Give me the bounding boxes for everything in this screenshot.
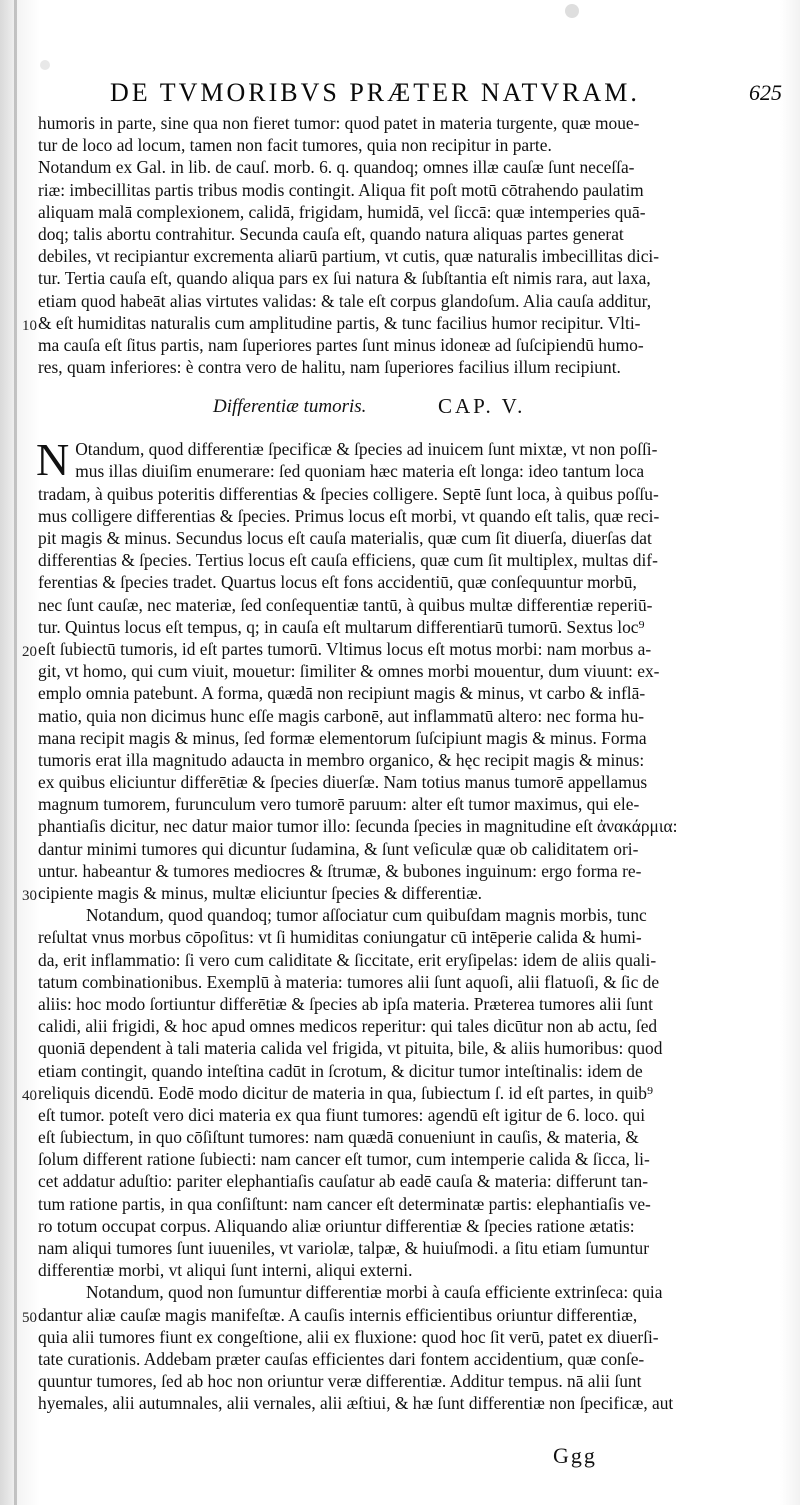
text-line: [38, 1304, 738, 1326]
text-line: [38, 638, 738, 660]
chapter-heading: [38, 378, 738, 438]
text-line: [38, 549, 738, 571]
text-line: [38, 312, 738, 334]
text-line-content: tur. Tertia cauſa eſt, quando aliqua pars ex ſui natura & ſubſtantia eſt nimis rara, aut laxa,: [38, 268, 651, 289]
text-line-content: tur. Quintus locus eſt tempus, q; in cauſa eſt multarum differentiarū tumorū. Sextus loc⁹: [38, 616, 645, 637]
text-line: [38, 1082, 738, 1104]
text-line: [38, 267, 738, 289]
text-line-content: matio, quia non dicimus hunc eſſe magis carbonē, aut inflammatū altero: nec forma hu-: [38, 705, 645, 726]
text-line-content: ma cauſa eſt ſitus partis, nam ſuperiores partes ſunt minus idoneæ ad ſuſcipiendū humo-: [38, 334, 644, 355]
text-line-content: untur. habeantur & tumores mediocres & ſtrumæ, & bubones inguinum: ergo forma re-: [38, 860, 642, 881]
text-line: [38, 749, 738, 771]
text-line-content: doq; talis abortu contrahitur. Secunda cauſa eſt, quando natura aliquas partes generat: [38, 223, 624, 244]
text-line-content: Otandum, quod differentiæ ſpecificæ & ſpecies ad inuicem ſunt mixtæ, vt non poſſi-: [75, 439, 658, 460]
page-header: [100, 78, 782, 112]
text-line-content: ſolum different ratione ſubiecti: nam cancer eſt tumor, cum intemperie calida & ſicca, li-: [38, 1149, 650, 1170]
text-line: [38, 112, 738, 134]
text-line-content: aliis: hoc modo ſortiuntur differētiæ & ſpecies ab ipſa materia. Præterea tumores alii ſunt: [38, 993, 653, 1014]
text-line: [38, 838, 738, 860]
text-line: [38, 1037, 738, 1059]
text-line: [38, 682, 738, 704]
paragraph-block: [38, 112, 738, 378]
text-line: [38, 527, 738, 549]
text-line: [38, 660, 738, 682]
text-line-content: dantur minimi tumores qui dicuntur ſudamina, & ſunt veſiculæ quæ ob caliditatem ori-: [38, 838, 639, 859]
text-line: [38, 1215, 738, 1237]
text-line: [38, 1348, 738, 1370]
margin-line-number: 40: [22, 1087, 37, 1104]
text-line: [38, 505, 738, 527]
text-line: [38, 727, 738, 749]
text-line-content: aliquam malā complexionem, calidā, frigidam, humidā, vel ſiccā: quæ intemperies quā-: [38, 201, 646, 222]
text-line: [38, 594, 738, 616]
text-line-content: magnum tumorem, furunculum vero tumorē paruum: alter eſt tumor maximus, qui ele-: [38, 794, 640, 815]
text-line-content: quia alii tumores fiunt ex congeſtione, alii ex fluxione: quod hoc ſit verū, patet ex diuerſi-: [38, 1326, 659, 1347]
margin-line-number: 10: [22, 317, 37, 334]
text-line: [38, 1237, 738, 1259]
paragraph-block: [38, 904, 738, 1281]
text-line-content: da, erit inflammatio: ſi vero cum caliditate & ſiccitate, erit eryſipelas: idem de aliis quali-: [38, 949, 657, 970]
text-line-content: humoris in parte, sine qua non fieret tumor: quod patet in materia turgente, quæ moue-: [38, 113, 640, 133]
text-line-content: ex quibus eliciuntur differētiæ & ſpecies diuerſæ. Nam totius manus tumorē appellamus: [38, 772, 648, 793]
text-line: [38, 705, 738, 727]
text-line-content: tumoris erat illa magnitudo adaucta in membro organico, & hęc recipit magis & minus:: [38, 749, 645, 770]
text-line: [38, 793, 738, 815]
text-line-content: tum ratione partis, in qua conſiſtunt: nam cancer eſt determinatæ partis: elephantiaſis ve-: [38, 1193, 651, 1214]
chapter-number: CAP. V.: [438, 394, 526, 419]
text-line-content: tate curationis. Addebam præter cauſas efficientes dari fontem accidentium, quæ conſe-: [38, 1348, 645, 1369]
text-line: [38, 1392, 738, 1414]
text-line-content: differentiæ morbi, vt aliqui ſunt interni, aliqui externi.: [38, 1260, 413, 1281]
text-line-content: Notandum ex Gal. in lib. de cauſ. morb. 6. q. quandoq; omnes illæ cauſæ ſunt neceſſa-: [38, 157, 635, 178]
text-line: [38, 134, 738, 156]
text-line-content: emplo omnia patebunt. A forma, quædā non recipiunt magis & minus, vt carbo & inflā-: [38, 683, 646, 704]
page-body: [38, 112, 738, 1415]
text-line: [38, 334, 738, 356]
margin-line-number: 50: [22, 1309, 37, 1326]
text-line-content: dantur aliæ cauſæ magis manifeſtæ. A cauſis internis efficientibus oriuntur differentiæ,: [38, 1304, 638, 1325]
text-line-content: reſultat vnus morbus cōpoſitus: vt ſi humiditas coniungatur cū intēperie calida & humi-: [38, 927, 642, 948]
text-line: [38, 201, 738, 223]
text-line-content: tur de loco ad locum, tamen non facit tumores, quia non recipitur in parte.: [38, 135, 552, 156]
chapter-title: Differentiæ tumoris.: [213, 396, 367, 418]
text-line: [38, 1170, 738, 1192]
text-line: [38, 156, 738, 178]
text-line: [38, 179, 738, 201]
text-line-content: tatum combinationibus. Exemplū à materia: tumores alii ſunt aquoſi, alii flatuoſi, & ſic de: [38, 971, 660, 992]
text-line-content: mus colligere differentias & ſpecies. Primus locus eſt morbi, vt quando eſt talis, quæ reci-: [38, 505, 660, 526]
text-line: [38, 571, 738, 593]
text-line-content: & eſt humiditas naturalis cum amplitudine partis, & tunc facilius humor recipitur. Vlti-: [38, 312, 641, 333]
text-line: [38, 356, 738, 378]
text-line: [38, 1370, 738, 1392]
page-spine-shadow: [14, 0, 17, 1505]
text-line-content: git, vt homo, qui cum viuit, mouetur: ſimiliter & omnes morbi mouentur, dum viuunt: ex-: [38, 661, 660, 682]
ink-smudge: [565, 4, 579, 18]
text-line-content: hyemales, alii autumnales, alii vernales, alii æſtiui, & hæ ſunt differentiæ non ſpecificæ, aut: [38, 1393, 674, 1414]
text-line-content: Notandum, quod non ſumuntur differentiæ morbi à cauſa efficiente extrinſeca: quia: [86, 1282, 663, 1303]
ink-smudge: [40, 60, 50, 70]
text-line-content: debiles, vt recipiantur excrementa aliarū partium, vt cutis, quæ naturalis imbecillitas dici-: [38, 246, 660, 267]
text-line-content: tradam, à quibus poteritis differentias & ſpecies colligere. Septē ſunt loca, à quibus poſſu-: [38, 483, 659, 504]
text-line-content: reliquis dicendū. Eodē modo dicitur de materia in qua, ſubiectum ſ. id eſt partes, in quib⁹: [38, 1082, 654, 1103]
page-number: 625: [749, 80, 782, 105]
text-line-content: etiam contingit, quando inteſtina cadūt in ſcrotum, & dicitur tumor inteſtinalis: idem de: [38, 1060, 643, 1081]
text-line-content: Notandum, quod quandoq; tumor aſſociatur cum quibuſdam magnis morbis, tunc: [86, 905, 647, 926]
text-line: [38, 815, 738, 837]
text-line: [75, 460, 738, 482]
drop-cap: N: [36, 434, 70, 486]
text-line: [38, 1015, 738, 1037]
text-line: [38, 1259, 738, 1281]
text-line: [38, 616, 738, 638]
text-line: [38, 1104, 738, 1126]
text-line: [38, 1193, 738, 1215]
text-line-content: quuntur tumores, ſed ab hoc non oriuntur veræ differentiæ. Additur tempus. nā alii ſunt: [38, 1371, 642, 1392]
text-line: [38, 993, 738, 1015]
text-line: [38, 1126, 738, 1148]
text-line: [38, 771, 738, 793]
text-line-content: calidi, alii frigidi, & hoc apud omnes medicos reperitur: qui tales dicūtur non ab actu, ſed: [38, 1016, 658, 1037]
text-line: [38, 1148, 738, 1170]
text-line-content: nec ſunt cauſæ, nec materiæ, ſed conſequentiæ tantū, à quibus multæ differentiæ reperiū-: [38, 594, 653, 615]
text-line: [38, 882, 738, 904]
text-line-content: etiam quod habeāt alias virtutes validas: & tale eſt corpus glandoſum. Alia cauſa additur,: [38, 290, 652, 311]
text-line: [38, 1326, 738, 1348]
paragraph-block: [38, 1281, 738, 1414]
text-line-content: eſt ſubiectum, in quo cōſiſtunt tumores: nam quædā conueniunt in cauſis, & materia, &: [38, 1127, 639, 1148]
text-line-content: quoniā dependent à tali materia calida vel frigida, vt pituita, bile, & aliis humoribus: quod: [38, 1038, 663, 1059]
text-line-content: ro totum occupat corpus. Aliquando aliæ oriuntur differentiæ & ſpecies ratione ætatis:: [38, 1215, 635, 1236]
text-line-content: ferentias & ſpecies tradet. Quartus locus eſt fons accidentiū, quæ conſequuntur morbū,: [38, 572, 637, 593]
text-line-content: cipiente magis & minus, multæ eliciuntur ſpecies & differentiæ.: [38, 883, 483, 903]
paragraph-block: [36, 434, 738, 904]
margin-line-number: 30: [22, 888, 37, 904]
text-line-content: cet addatur aduſtio: pariter elephantiaſis cauſatur ab eadē cauſa & materia: differunt tan-: [38, 1171, 648, 1192]
text-line-content: mus illas diuiſim enumerare: ſed quoniam hæc materia eſt longa: ideo tantum loca: [75, 461, 645, 482]
text-line-content: res, quam inferiores: è contra vero de halitu, nam ſuperiores facilius illum recipiunt.: [38, 357, 621, 378]
margin-line-number: 20: [22, 643, 37, 660]
text-line: [38, 1060, 738, 1082]
catchword: Ggg: [553, 1443, 597, 1468]
text-line-content: nam aliqui tumores ſunt iuueniles, vt variolæ, talpæ, & huiuſmodi. a ſitu etiam ſumuntur: [38, 1238, 650, 1258]
text-line: [38, 223, 738, 245]
text-line-content: eſt ſubiectū tumoris, id eſt partes tumorū. Vltimus locus eſt motus morbi: nam morbus a-: [38, 638, 652, 659]
text-line: [38, 904, 738, 926]
text-line: [38, 860, 738, 882]
text-line-content: phantiaſis dicitur, nec datur maior tumor illo: ſecunda ſpecies in magnitudine eſt ἀνακάρμια:: [38, 816, 678, 837]
running-head: DE TVMORIBVS PRÆTER NATVRAM.: [110, 78, 640, 107]
text-line: [38, 949, 738, 971]
text-line-content: mana recipit magis & minus, ſed formæ elementorum ſuſcipiunt magis & minus. Forma: [38, 727, 647, 748]
text-line-content: pit magis & minus. Secundus locus eſt cauſa materialis, quæ cum ſit diuerſa, diuerſas dat: [38, 528, 652, 548]
text-line-content: eſt tumor. poteſt vero dici materia ex qua fiunt tumores: agendū eſt igitur de 6. loco. qui: [38, 1104, 646, 1125]
text-line-content: differentias & ſpecies. Tertius locus eſt cauſa efficiens, quæ cum ſit multiplex, multas dif-: [38, 550, 658, 571]
text-line: [38, 971, 738, 993]
text-line: [38, 290, 738, 312]
text-line: [38, 1281, 738, 1303]
text-line: [38, 245, 738, 267]
text-line: [38, 483, 738, 505]
text-line-content: riæ: imbecillitas partis tribus modis contingit. Aliqua fit poſt motū cōtrahendo paulatim: [38, 179, 644, 200]
text-line: [38, 926, 738, 948]
